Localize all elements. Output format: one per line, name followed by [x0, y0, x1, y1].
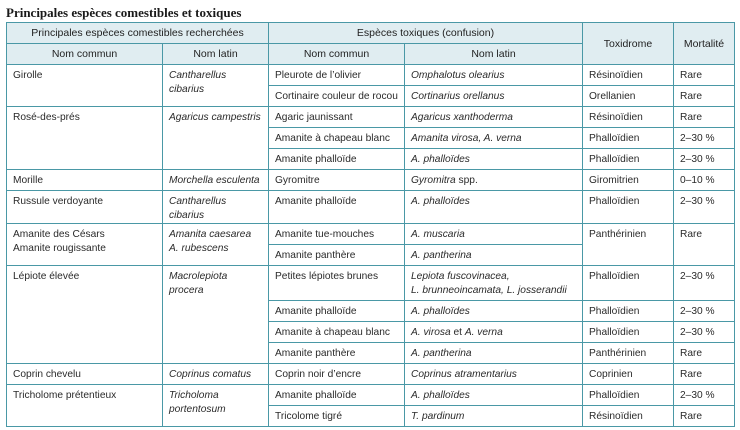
- table-row: [7, 65, 735, 86]
- table-title: Principales espèces comestibles et toxiques: [6, 5, 242, 20]
- header-toxic-group: Espèces toxiques (confusion): [269, 23, 583, 44]
- toxic-latin: A. phalloïdes: [405, 149, 583, 170]
- mortality: Rare: [674, 406, 735, 427]
- edible-latin: Agaricus campestris: [163, 107, 269, 170]
- toxic-latin: A. phalloïdes: [405, 301, 583, 322]
- edible-latin: [163, 266, 269, 364]
- toxidrome: Résinoïdien: [583, 107, 674, 128]
- edible-latin: [163, 224, 269, 266]
- edible-common-1: Amanite des Césars: [13, 229, 105, 240]
- toxic-common: Amanite phalloïde: [269, 301, 405, 322]
- edible-latin: [163, 385, 269, 427]
- toxidrome: Phalloïdien: [583, 385, 674, 406]
- table-row: [7, 364, 735, 385]
- toxidrome: Phalloïdien: [583, 128, 674, 149]
- edible-common: Morille: [7, 170, 163, 191]
- toxic-latin-genus: Gyromitra: [411, 175, 456, 186]
- mortality: Rare: [674, 65, 735, 86]
- toxidrome: Phalloïdien: [583, 301, 674, 322]
- toxic-common: Cortinaire couleur de rocou: [269, 86, 405, 107]
- toxic-common: Petites lépiotes brunes: [269, 266, 405, 301]
- toxic-common: Pleurote de l’olivier: [269, 65, 405, 86]
- table-row: [7, 170, 735, 191]
- toxidrome: Phalloïdien: [583, 266, 674, 301]
- header-latin-name: Nom latin: [163, 44, 269, 65]
- toxic-common: Amanite panthère: [269, 343, 405, 364]
- header-edible-group: Principales espèces comestibles recherchées: [7, 23, 269, 44]
- toxic-latin: Omphalotus olearius: [405, 65, 583, 86]
- toxic-latin-1: Lepiota fuscovinacea,: [411, 271, 510, 282]
- toxidrome: Phalloïdien: [583, 322, 674, 343]
- toxic-common: Agaric jaunissant: [269, 107, 405, 128]
- mushroom-table: [6, 22, 735, 427]
- toxic-latin-suffix: spp.: [455, 175, 478, 186]
- toxic-common: Coprin noir d’encre: [269, 364, 405, 385]
- toxic-latin: [405, 266, 583, 301]
- toxic-common: Amanite panthère: [269, 245, 405, 266]
- toxic-latin-conj: et: [450, 327, 465, 338]
- toxidrome: Giromitrien: [583, 170, 674, 191]
- edible-latin-1: Tricholoma: [169, 390, 219, 401]
- edible-latin: Cantharellus cibarius: [163, 191, 269, 224]
- mortality: Rare: [674, 364, 735, 385]
- mortality: 2–30 %: [674, 149, 735, 170]
- toxic-common: Amanite phalloïde: [269, 385, 405, 406]
- toxic-common: Amanite phalloïde: [269, 149, 405, 170]
- edible-latin-2: A. rubescens: [169, 243, 229, 254]
- toxic-latin: A. phalloïdes: [405, 385, 583, 406]
- edible-common-2: Amanite rougissante: [13, 243, 106, 254]
- edible-common: Russule verdoyante: [7, 191, 163, 224]
- edible-common: Lépiote élevée: [7, 266, 163, 364]
- edible-common: Tricholome prétentieux: [7, 385, 163, 427]
- toxic-latin: A. pantherina: [405, 245, 583, 266]
- toxic-latin: A. muscaria: [405, 224, 583, 245]
- edible-latin: Cantharellus cibarius: [163, 65, 269, 107]
- table-row: [7, 266, 735, 301]
- toxidrome: Résinoïdien: [583, 406, 674, 427]
- edible-latin: Coprinus comatus: [163, 364, 269, 385]
- toxic-latin-b: A. verna: [464, 327, 503, 338]
- table-row: [7, 385, 735, 406]
- mortality: 2–30 %: [674, 301, 735, 322]
- toxidrome: Phalloïdien: [583, 149, 674, 170]
- toxic-latin-2: L. brunneoincamata, L. josserandii: [411, 285, 567, 296]
- toxic-latin: [405, 322, 583, 343]
- toxidrome: Coprinien: [583, 364, 674, 385]
- toxic-latin: Coprinus atramentarius: [405, 364, 583, 385]
- toxic-latin: Cortinarius orellanus: [405, 86, 583, 107]
- mortality: 2–30 %: [674, 385, 735, 406]
- header-toxidrome: Toxidrome: [583, 23, 674, 65]
- toxidrome: Résinoïdien: [583, 65, 674, 86]
- toxic-latin: Agaricus xanthoderma: [405, 107, 583, 128]
- mortality: 2–30 %: [674, 128, 735, 149]
- header-common-name: Nom commun: [7, 44, 163, 65]
- toxic-common: Tricolome tigré: [269, 406, 405, 427]
- header-mortality: Mortalité: [674, 23, 735, 65]
- toxic-latin: [405, 170, 583, 191]
- edible-latin-1: Macrolepiota: [169, 271, 228, 282]
- mortality: 2–30 %: [674, 322, 735, 343]
- edible-latin-1: Amanita caesarea: [169, 229, 252, 240]
- mortality: Rare: [674, 224, 735, 266]
- edible-common: Rosé-des-prés: [7, 107, 163, 170]
- edible-latin-2: procera: [169, 285, 204, 296]
- table-row: [7, 107, 735, 128]
- table-row: [7, 191, 735, 224]
- toxidrome: Panthérinien: [583, 224, 674, 266]
- toxic-common: Amanite à chapeau blanc: [269, 322, 405, 343]
- toxic-common: Amanite phalloïde: [269, 191, 405, 224]
- mortality: Rare: [674, 86, 735, 107]
- table-row: [7, 224, 735, 245]
- toxic-latin: Amanita virosa, A. verna: [405, 128, 583, 149]
- toxidrome: Orellanien: [583, 86, 674, 107]
- toxic-latin: A. phalloïdes: [405, 191, 583, 224]
- edible-common: [7, 224, 163, 266]
- edible-common: Girolle: [7, 65, 163, 107]
- toxic-common: Gyromitre: [269, 170, 405, 191]
- toxidrome: Phalloïdien: [583, 191, 674, 224]
- toxic-common: Amanite à chapeau blanc: [269, 128, 405, 149]
- edible-latin-2: portentosum: [169, 404, 226, 415]
- mortality: 2–30 %: [674, 266, 735, 301]
- toxic-latin-a: A. virosa: [411, 327, 451, 338]
- header-toxic-common-name: Nom commun: [269, 44, 405, 65]
- mortality: Rare: [674, 343, 735, 364]
- mortality: 0–10 %: [674, 170, 735, 191]
- edible-common: Coprin chevelu: [7, 364, 163, 385]
- toxidrome: Panthérinien: [583, 343, 674, 364]
- mortality: Rare: [674, 107, 735, 128]
- edible-latin: Morchella esculenta: [163, 170, 269, 191]
- toxic-latin: A. pantherina: [405, 343, 583, 364]
- toxic-common: Amanite tue-mouches: [269, 224, 405, 245]
- mortality: 2–30 %: [674, 191, 735, 224]
- toxic-latin: T. pardinum: [405, 406, 583, 427]
- header-toxic-latin-name: Nom latin: [405, 44, 583, 65]
